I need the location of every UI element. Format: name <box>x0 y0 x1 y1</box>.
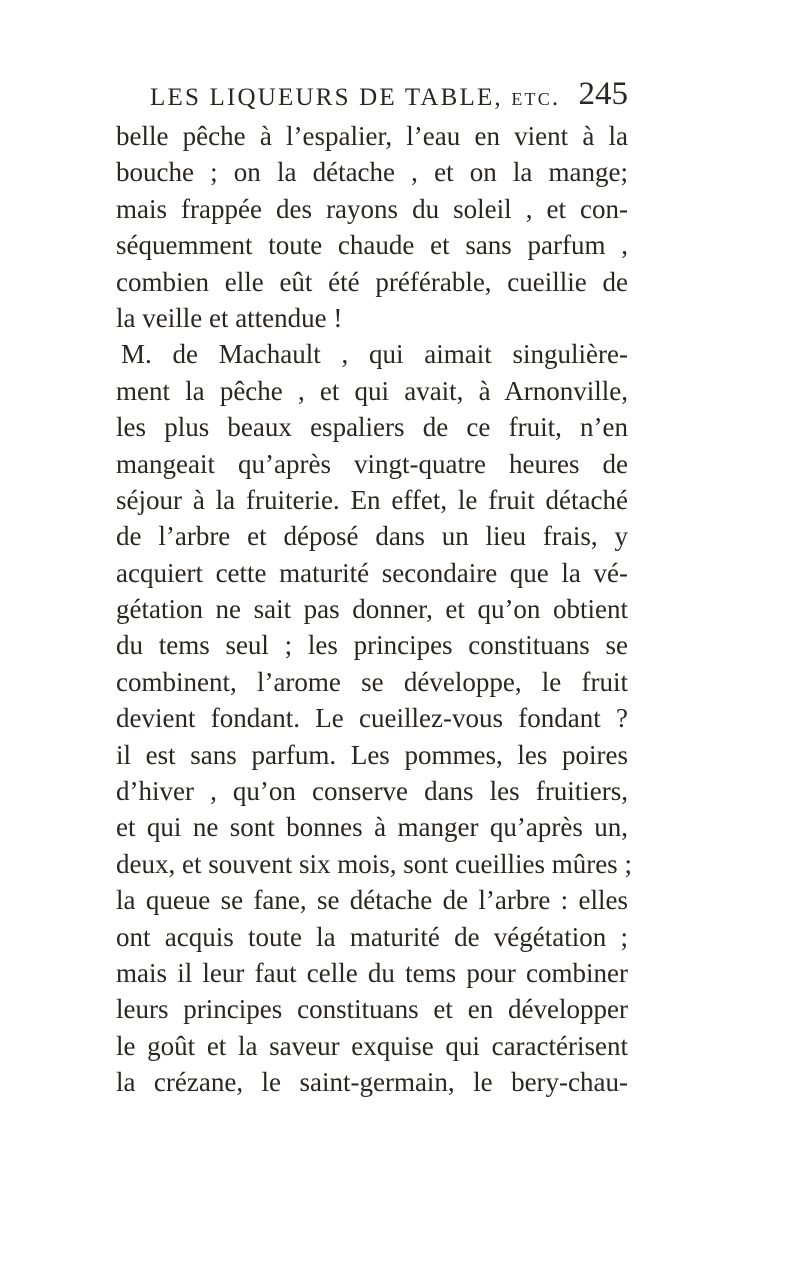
running-head <box>150 78 630 118</box>
text-line: combinent, l’arome se développe, le fruit <box>116 666 628 697</box>
text-line: le goût et la saveur exquise qui caractérisent <box>116 1030 628 1061</box>
text-line: combien elle eût été préférable, cueillie de <box>116 266 628 297</box>
text-line: la veille et attendue ! <box>116 302 343 333</box>
text-line: il est sans parfum. Les pommes, les poires <box>116 739 628 770</box>
running-title: LES LIQUEURS DE TABLE, etc. <box>150 84 561 111</box>
text-line: mangeait qu’après vingt-quatre heures de <box>116 448 628 479</box>
text-line: deux, et souvent six mois, sont cueillies mûres ; <box>116 848 632 879</box>
text-line: séquemment toute chaude et sans parfum , <box>116 230 628 261</box>
text-line: M. de Machault , qui aimait singulière- <box>121 339 628 370</box>
text-line: du tems seul ; les principes constituans se <box>116 630 628 661</box>
text-line: les plus beaux espaliers de ce fruit, n’en <box>116 412 628 443</box>
text-line: bouche ; on la détache , et on la mange; <box>116 157 628 188</box>
text-line: et qui ne sont bonnes à manger qu’après un, <box>116 812 628 843</box>
text-line: séjour à la fruiterie. En effet, le fruit détaché <box>116 484 628 515</box>
page-number: 245 <box>578 76 628 112</box>
text-line: leurs principes constituans et en développer <box>116 994 628 1025</box>
text-line: d’hiver , qu’on conserve dans les fruitiers, <box>116 776 628 807</box>
text-line: mais il leur faut celle du tems pour combiner <box>116 957 628 988</box>
text-line: acquiert cette maturité secondaire que la vé- <box>116 557 628 588</box>
text-line: la crézane, le saint-germain, le bery-chau- <box>116 1067 628 1098</box>
text-line: la queue se fane, se détache de l’arbre : elles <box>116 885 628 916</box>
text-line: ont acquis toute la maturité de végétation ; <box>116 921 628 952</box>
text-line: devient fondant. Le cueillez-vous fondant ? <box>116 703 628 734</box>
text-line: ment la pêche , et qui avait, à Arnonville, <box>116 375 628 406</box>
text-line: de l’arbre et déposé dans un lieu frais, y <box>116 521 628 552</box>
text-line: belle pêche à l’espalier, l’eau en vient à la <box>116 121 628 151</box>
body-text <box>116 118 632 1101</box>
text-line: gétation ne sait pas donner, et qu’on obtient <box>116 594 628 625</box>
text-line: mais frappée des rayons du soleil , et con- <box>116 193 628 224</box>
